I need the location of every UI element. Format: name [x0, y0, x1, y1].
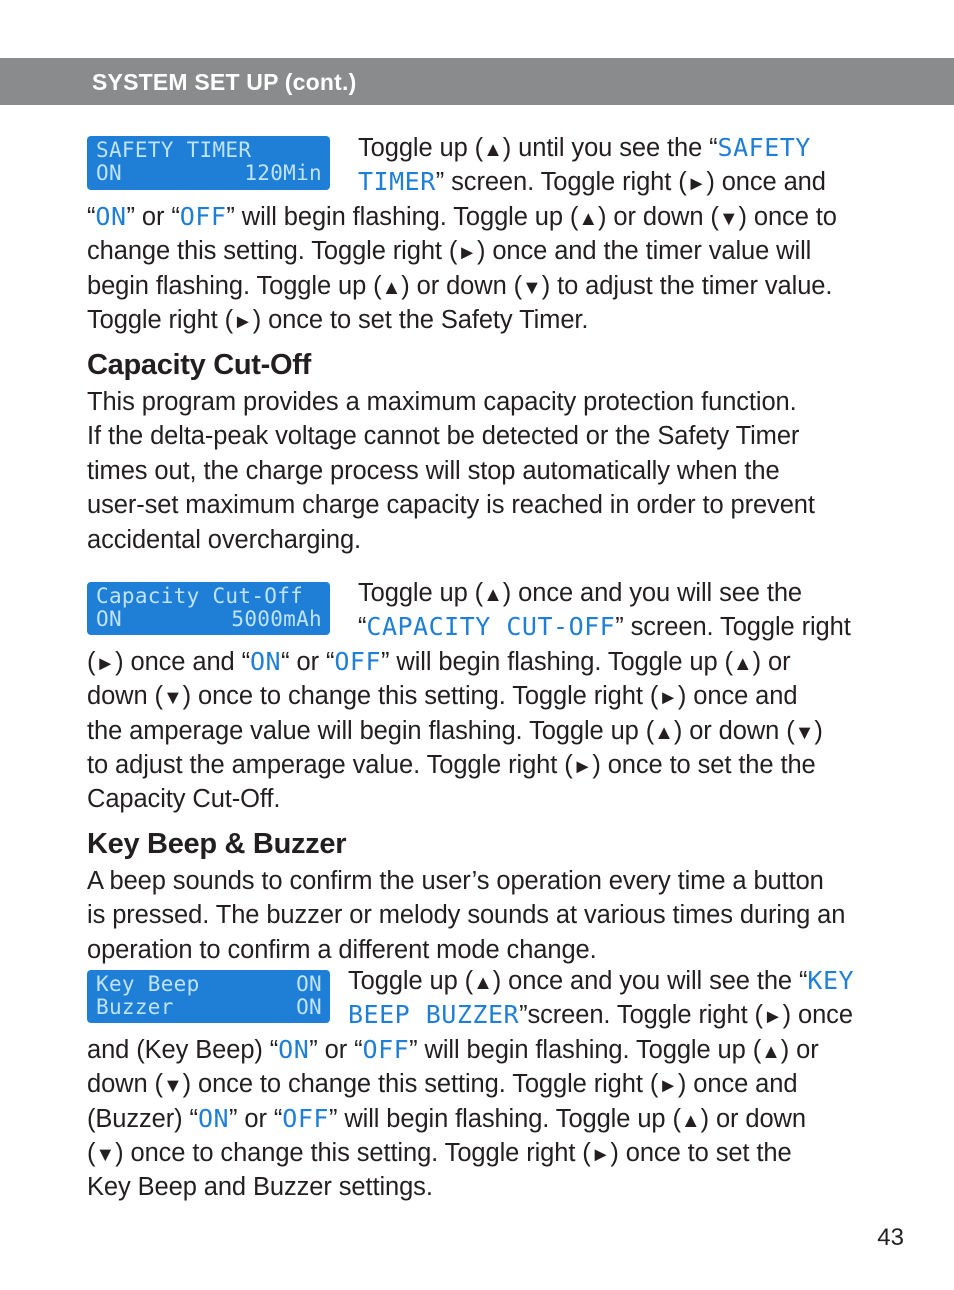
capacity-intro-paragraph: [87, 385, 907, 557]
text-line: user-set maximum charge capacity is reached in order to prevent: [87, 491, 815, 520]
text-line: down (▼) once to change this setting. Toggle right (►) once and: [87, 682, 798, 711]
up-arrow-icon: ▲: [732, 652, 753, 675]
right-arrow-icon: ►: [658, 1075, 678, 1098]
text-line: “ON” or “OFF” will begin flashing. Toggle up (▲) or down (▼) once to: [87, 201, 837, 231]
text-line: change this setting. Toggle right (►) once and the timer value will: [87, 237, 812, 266]
text-line: TIMER” screen. Toggle right (►) once and: [358, 167, 826, 197]
lcd-text: 5000mAh: [231, 607, 322, 631]
text-line: (►) once and “ON“ or “OFF” will begin flashing. Toggle up (▲) or: [87, 646, 791, 676]
lcd-word: OFF: [282, 1103, 329, 1133]
text-line: A beep sounds to confirm the user’s operation every time a button: [87, 867, 824, 895]
lcd-word: BEEP BUZZER: [348, 1000, 520, 1030]
text-line: accidental overcharging.: [87, 525, 362, 554]
text-line: If the delta-peak voltage cannot be detected or the Safety Timer: [87, 422, 800, 451]
section-header-title: SYSTEM SET UP (cont.): [92, 69, 357, 95]
lcd-word: OFF: [179, 201, 227, 231]
lcd-word: ON: [250, 646, 282, 676]
up-arrow-icon: ▲: [578, 207, 599, 230]
lcd-text: Key Beep: [96, 972, 200, 996]
down-arrow-icon: ▼: [718, 207, 739, 230]
safety-timer-paragraph: [87, 131, 907, 337]
right-arrow-icon: ►: [457, 242, 477, 265]
lcd-text: ON: [96, 161, 122, 185]
text-line: Toggle up (▲) until you see the “SAFETY: [358, 133, 811, 162]
up-arrow-icon: ▲: [680, 1109, 701, 1132]
down-arrow-icon: ▼: [162, 687, 183, 710]
down-arrow-icon: ▼: [794, 721, 815, 744]
lcd-word: TIMER: [358, 167, 436, 197]
text-line: Toggle right (►) once to set the Safety Timer.: [87, 305, 589, 334]
text-line: and (Key Beep) “ON” or “OFF” will begin flashing. Toggle up (▲) or: [87, 1034, 819, 1064]
lcd-text: Buzzer: [96, 995, 174, 1019]
lcd-text: SAFETY TIMER: [96, 138, 252, 162]
up-arrow-icon: ▲: [381, 276, 402, 299]
lcd-text: ON: [296, 995, 322, 1019]
lcd-word: OFF: [362, 1034, 410, 1064]
lcd-word: KEY: [807, 966, 855, 995]
down-arrow-icon: ▼: [95, 1143, 116, 1166]
lcd-text: 120Min: [244, 161, 322, 185]
lcd-text: ON: [96, 607, 122, 631]
right-arrow-icon: ►: [762, 1006, 783, 1029]
right-arrow-icon: ►: [658, 687, 678, 710]
text-line: the amperage value will begin flashing. Toggle up (▲) or down (▼): [87, 716, 823, 745]
key-beep-buzzer-heading: Key Beep & Buzzer: [87, 828, 347, 860]
text-line: Capacity Cut-Off.: [87, 785, 281, 814]
page-number: 43: [877, 1224, 904, 1251]
text-line: BEEP BUZZER”screen. Toggle right (►) once: [348, 1000, 853, 1030]
up-arrow-icon: ▲: [654, 721, 674, 744]
lcd-text: Capacity Cut-Off: [96, 584, 304, 608]
text-line: Toggle up (▲) once and you will see the “KEY: [348, 966, 855, 995]
text-line: operation to confirm a different mode change.: [87, 935, 597, 964]
up-arrow-icon: ▲: [761, 1040, 781, 1063]
lcd-word: SAFETY: [717, 133, 811, 162]
lcd-word: OFF: [334, 646, 381, 676]
text-line: “CAPACITY CUT-OFF” screen. Toggle right: [358, 612, 851, 642]
lcd-text: ON: [296, 972, 322, 996]
right-arrow-icon: ►: [233, 310, 253, 333]
text-line: begin flashing. Toggle up (▲) or down (▼) to adjust the timer value.: [87, 271, 833, 300]
key-beep-paragraph: [87, 964, 907, 1205]
right-arrow-icon: ►: [590, 1143, 611, 1166]
right-arrow-icon: ►: [572, 755, 593, 778]
text-line: (▼) once to change this setting. Toggle right (►) once to set the: [87, 1138, 792, 1167]
right-arrow-icon: ►: [95, 652, 116, 675]
text-line: This program provides a maximum capacity protection function.: [87, 388, 797, 416]
key-beep-intro-paragraph: [87, 864, 907, 967]
right-arrow-icon: ►: [686, 173, 707, 196]
lcd-word: ON: [197, 1103, 230, 1133]
text-line: to adjust the amperage value. Toggle right (►) once to set the the: [87, 750, 816, 779]
lcd-word: CAPACITY CUT-OFF: [366, 612, 616, 642]
down-arrow-icon: ▼: [162, 1075, 183, 1098]
text-line: times out, the charge process will stop automatically when the: [87, 456, 780, 485]
down-arrow-icon: ▼: [522, 276, 542, 299]
text-line: is pressed. The buzzer or melody sounds at various times during an: [87, 901, 846, 930]
up-arrow-icon: ▲: [483, 584, 503, 606]
text-line: Key Beep and Buzzer settings.: [87, 1173, 433, 1202]
text-line: Toggle up (▲) once and you will see the: [358, 579, 803, 607]
up-arrow-icon: ▲: [483, 139, 503, 161]
text-line: (Buzzer) “ON” or “OFF” will begin flashing. Toggle up (▲) or down: [87, 1103, 806, 1133]
capacity-cutoff-heading: Capacity Cut-Off: [87, 349, 311, 381]
up-arrow-icon: ▲: [473, 972, 493, 994]
lcd-word: ON: [278, 1034, 310, 1064]
text-line: down (▼) once to change this setting. Toggle right (►) once and: [87, 1070, 798, 1099]
lcd-word: ON: [95, 201, 127, 231]
capacity-cutoff-paragraph: [87, 576, 907, 817]
